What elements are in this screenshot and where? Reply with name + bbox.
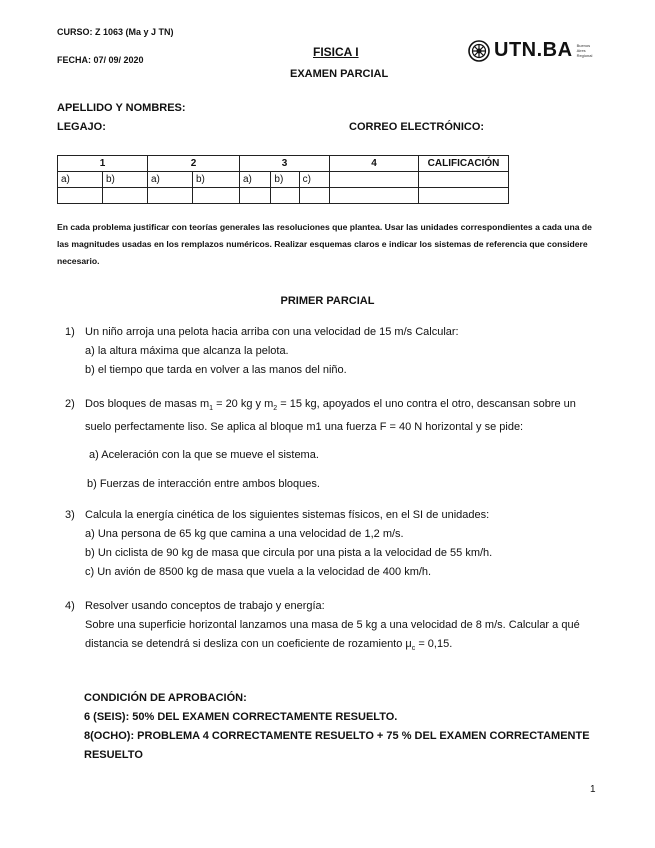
problem-number: 1) [65, 326, 75, 338]
grade-cell: b) [271, 172, 299, 188]
date-label: FECHA: 07/ 09/ 2020 [57, 55, 144, 65]
grade-cell: a) [240, 172, 271, 188]
problem-item-c: c) Un avión de 8500 kg de masa que vuela a la velocidad de 400 km/h. [85, 566, 432, 578]
problem-text: Calcula la energía cinética de los siguientes sistemas físicos, en el SI de unidades: [85, 509, 490, 521]
problem-item-b: b) Fuerzas de interacción entre ambos bloques. [87, 478, 320, 491]
problem-item-b: b) el tiempo que tarda en volver a las manos del niño. [85, 364, 347, 376]
grade-cell[interactable] [419, 188, 509, 204]
grade-col-score: CALIFICACIÓN [419, 156, 509, 172]
problem-text: Un niño arroja una pelota hacia arriba con una velocidad de 15 m/s Calcular: [85, 326, 459, 338]
problem-2 [65, 395, 605, 494]
grade-cell[interactable] [299, 188, 329, 204]
course-label: CURSO: Z 1063 (Ma y J TN) [57, 27, 174, 37]
grade-cell: c) [299, 172, 329, 188]
grade-col-4: 4 [330, 156, 419, 172]
problem-4 [65, 597, 605, 658]
grade-cell: a) [148, 172, 193, 188]
grade-cell: b) [193, 172, 240, 188]
utn-logo-text: UTN.BA [494, 39, 573, 61]
grade-cell[interactable] [193, 188, 240, 204]
approval-conditions [84, 689, 604, 765]
problem-item-a: a) Aceleración con la que se mueve el sistema. [89, 449, 319, 462]
problem-3 [65, 506, 605, 582]
grade-table-sub-row [58, 172, 509, 188]
email-label: CORREO ELECTRÓNICO: [349, 121, 485, 133]
problem-number: 2) [65, 398, 75, 410]
subject-title: FISICA I [313, 45, 359, 59]
utn-logo-subtitle: Buenos Aires Regional [576, 43, 593, 58]
grade-cell[interactable] [103, 188, 148, 204]
section-title: PRIMER PARCIAL [280, 295, 375, 307]
grade-cell[interactable] [148, 188, 193, 204]
problem-statement: Sobre una superficie horizontal lanzamos una masa de 5 kg a una velocidad de 8 m/s. Calcular a qué distancia se detendrá si desliza con un coeficiente de rozamiento $\mu_c = 0,15$. [85, 619, 580, 653]
grade-col-3: 3 [240, 156, 330, 172]
grade-table [57, 155, 509, 204]
grade-table-blank-row [58, 188, 509, 204]
grade-cell[interactable] [330, 188, 419, 204]
problem-number: 3) [65, 509, 75, 521]
grade-col-2: 2 [148, 156, 240, 172]
grade-col-1: 1 [58, 156, 148, 172]
page-number: 1 [590, 784, 596, 795]
legajo-label: LEGAJO: [57, 121, 106, 133]
condition-line-2: 8(OCHO): PROBLEMA 4 CORRECTAMENTE RESUELTO + 75 % DEL EXAMEN CORRECTAMENTE RESUELTO [84, 730, 590, 761]
problem-text: Resolver usando conceptos de trabajo y energía: [85, 600, 325, 612]
grade-table-header-row [58, 156, 509, 172]
instructions: En cada problema justificar con teorías generales las resoluciones que plantea. Usar las unidades correspondientes a cada una de las magnitudes usadas en los remplazos numéricos. Realizar esquemas claros e indicar los sistemas de referencia que considere necesario. [57, 222, 592, 266]
grade-cell: b) [103, 172, 148, 188]
conditions-title: CONDICIÓN DE APROBACIÓN: [84, 692, 247, 704]
problem-item-a: a) la altura máxima que alcanza la pelota. [85, 345, 289, 357]
name-label: APELLIDO Y NOMBRES: [57, 102, 186, 114]
grade-cell: a) [58, 172, 103, 188]
problem-item-b: b) Un ciclista de 90 kg de masa que circula por una pista a la velocidad de 55 km/h. [85, 547, 493, 559]
grade-cell [330, 172, 419, 188]
exam-title: EXAMEN PARCIAL [290, 68, 389, 80]
grade-cell[interactable] [271, 188, 299, 204]
grade-cell[interactable] [58, 188, 103, 204]
problem-text: Dos bloques de masas $m_1 = 20$ kg y $m_2 = 15$ kg, apoyados el uno contra el otro, descansan sobre un suelo perfectamente liso. Se aplica al bloque m1 una fuerza F = 40 N horizontal y se pide: [85, 398, 576, 434]
problem-1 [65, 323, 605, 380]
utn-logo [468, 39, 592, 62]
problem-number: 4) [65, 600, 75, 612]
grade-cell[interactable] [240, 188, 271, 204]
grade-cell [419, 172, 509, 188]
problem-item-a: a) Una persona de 65 kg que camina a una velocidad de 1,2 m/s. [85, 528, 404, 540]
utn-seal-icon [468, 40, 490, 62]
condition-line-1: 6 (SEIS): 50% DEL EXAMEN CORRECTAMENTE RESUELTO. [84, 711, 398, 723]
